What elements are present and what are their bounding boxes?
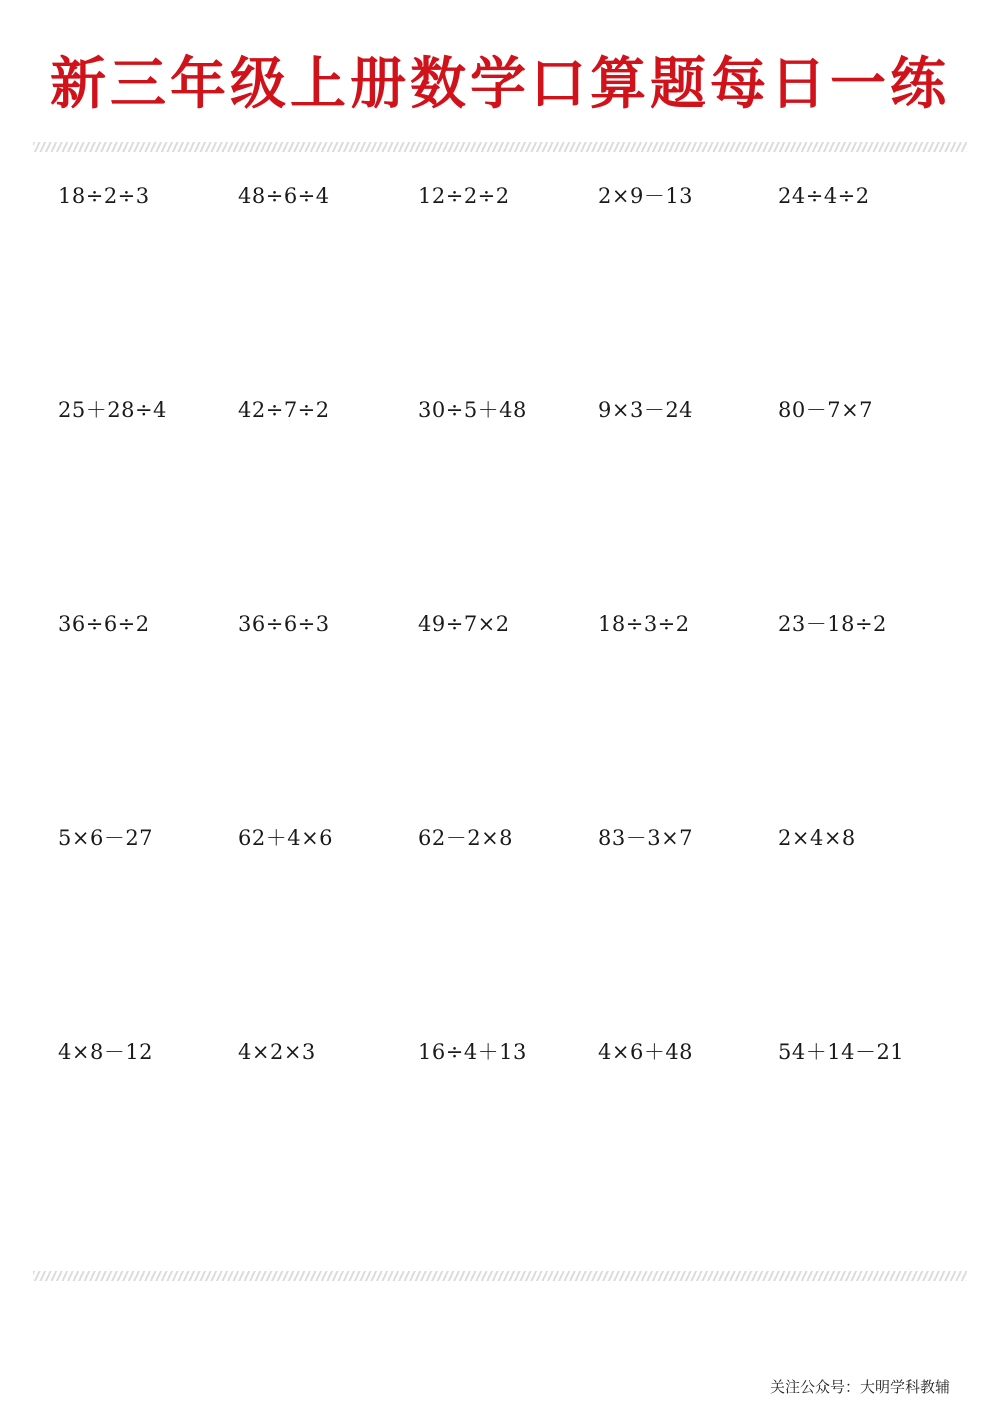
footer-credit: 关注公众号：大明学科教辅 [769,1378,950,1396]
problem-item: 2×4×8 [778,826,856,850]
problem-item: 62－2×8 [418,826,514,850]
problem-item: 4×6＋48 [598,1040,694,1064]
problem-item: 23－18÷2 [778,612,887,636]
problem-item: 12÷2÷2 [418,184,510,208]
problem-item: 48÷6÷4 [238,184,330,208]
bottom-divider [33,1271,967,1281]
page-title: 新三年级上册数学口算题每日一练 [50,51,950,117]
problem-item: 4×2×3 [238,1040,316,1064]
problem-grid [58,178,958,1248]
problem-item: 24÷4÷2 [778,184,870,208]
top-divider [33,142,967,152]
problem-item: 42÷7÷2 [238,398,330,422]
problem-item: 30÷5＋48 [418,398,527,422]
problem-item: 18÷2÷3 [58,184,150,208]
problem-item: 83－3×7 [598,826,694,850]
problem-item: 36÷6÷2 [58,612,150,636]
problem-item: 5×6－27 [58,826,154,850]
problem-item: 4×8－12 [58,1040,154,1064]
problem-item: 9×3－24 [598,398,694,422]
problem-item: 25＋28÷4 [58,398,167,422]
problem-item: 62＋4×6 [238,826,334,850]
problem-item: 49÷7×2 [418,612,510,636]
problem-item: 18÷3÷2 [598,612,690,636]
problem-item: 16÷4＋13 [418,1040,527,1064]
problem-item: 36÷6÷3 [238,612,330,636]
problem-item: 2×9－13 [598,184,694,208]
problem-item: 80－7×7 [778,398,874,422]
problem-item: 54＋14－21 [778,1040,905,1064]
